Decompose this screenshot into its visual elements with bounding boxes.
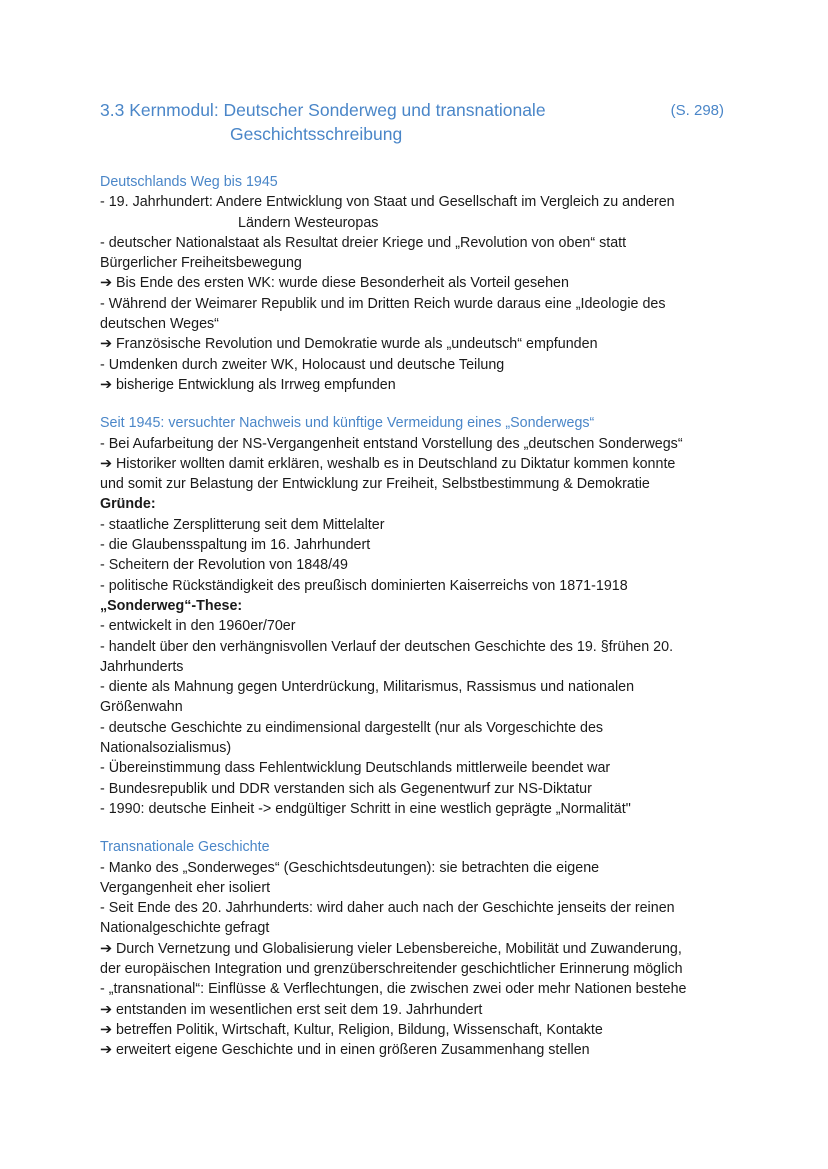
text-line: - Scheitern der Revolution von 1848/49 — [100, 557, 348, 574]
text-line: ➔ Bis Ende des ersten WK: wurde diese Besonderheit als Vorteil gesehen — [100, 275, 569, 292]
text-line: und somit zur Belastung der Entwicklung zur Freiheit, Selbstbestimmung & Demokratie — [100, 476, 650, 493]
section-heading: Deutschlands Weg bis 1945 — [100, 174, 278, 190]
page-reference: (S. 298) — [670, 102, 724, 119]
text-line: Vergangenheit eher isoliert — [100, 879, 271, 896]
text-line: - Seit Ende des 20. Jahrhunderts: wird daher auch nach der Geschichte jenseits der reinen — [100, 900, 675, 917]
section-heading: Transnationale Geschichte — [100, 839, 270, 856]
text-line: - Bundesrepublik und DDR verstanden sich als Gegenentwurf zur NS-Diktatur — [100, 780, 592, 797]
text-line: - Umdenken durch zweiter WK, Holocaust und deutsche Teilung — [100, 356, 505, 373]
text-line: - 1990: deutsche Einheit -> endgültiger Schritt in eine westlich geprägte „Normalität" — [100, 800, 631, 817]
subheading-sonderweg-these: „Sonderweg“-These: — [100, 597, 243, 614]
section-transnationale-geschichte — [100, 837, 740, 1060]
text-line: - die Glaubensspaltung im 16. Jahrhundert — [100, 537, 371, 554]
text-line: - Manko des „Sonderweges“ (Geschichtsdeutungen): sie betrachten die eigene — [100, 859, 600, 876]
text-line: Bürgerlicher Freiheitsbewegung — [100, 255, 302, 272]
text-line: Größenwahn — [100, 699, 183, 716]
page-title: 3.3 Kernmodul: Deutscher Sonderweg und transnationale — [100, 100, 546, 120]
text-line: Ländern Westeuropas — [238, 214, 379, 231]
subheading-gruende: Gründe: — [100, 496, 156, 513]
text-line: deutschen Weges“ — [100, 316, 219, 333]
text-line: - diente als Mahnung gegen Unterdrückung, Militarismus, Rassismus und nationalen — [100, 679, 635, 696]
text-line: - staatliche Zersplitterung seit dem Mittelalter — [100, 516, 385, 533]
text-line: - Bei Aufarbeitung der NS-Vergangenheit entstand Vorstellung des „deutschen Sonderwegs“ — [100, 435, 683, 452]
text-line: ➔ erweitert eigene Geschichte und in einen größeren Zusammenhang stellen — [100, 1042, 590, 1059]
text-line: - 19. Jahrhundert: Andere Entwicklung von Staat und Gesellschaft im Vergleich zu anderen — [100, 194, 675, 211]
text-line: Jahrhunderts — [100, 658, 184, 675]
text-line: ➔ bisherige Entwicklung als Irrweg empfunden — [100, 376, 396, 393]
text-line: Nationalgeschichte gefragt — [100, 920, 270, 937]
text-line: - Übereinstimmung dass Fehlentwicklung Deutschlands mittlerweile beendet war — [100, 760, 611, 777]
text-line: - „transnational“: Einflüsse & Verflechtungen, die zwischen zwei oder mehr Nationen bestehe — [100, 981, 687, 998]
text-line: ➔ Historiker wollten damit erklären, weshalb es in Deutschland zu Diktatur kommen konnte — [100, 455, 676, 472]
text-line: - politische Rückständigkeit des preußisch dominierten Kaiserreichs von 1871-1918 — [100, 577, 628, 594]
document-page — [100, 100, 740, 1060]
section-seit-1945 — [100, 413, 740, 819]
text-line: - deutsche Geschichte zu eindimensional dargestellt (nur als Vorgeschichte des — [100, 719, 604, 736]
text-line: ➔ entstanden im wesentlichen erst seit dem 19. Jahrhundert — [100, 1001, 483, 1018]
text-line: - handelt über den verhängnisvollen Verlauf der deutschen Geschichte des 19. §frühen 20. — [100, 638, 674, 655]
section-weg-bis-1945 — [100, 172, 740, 395]
text-line: - Während der Weimarer Republik und im Dritten Reich wurde daraus eine „Ideologie des — [100, 295, 666, 312]
text-line: - entwickelt in den 1960er/70er — [100, 618, 296, 635]
title-block — [100, 100, 740, 152]
text-line: - deutscher Nationalstaat als Resultat dreier Kriege und „Revolution von oben“ statt — [100, 234, 627, 251]
text-line: ➔ Durch Vernetzung und Globalisierung vieler Lebensbereiche, Mobilität und Zuwanderung, — [100, 940, 682, 957]
text-line: ➔ betreffen Politik, Wirtschaft, Kultur, Religion, Bildung, Wissenschaft, Kontakte — [100, 1021, 603, 1038]
text-line: ➔ Französische Revolution und Demokratie wurde als „undeutsch“ empfunden — [100, 336, 598, 353]
text-line: Nationalsozialismus) — [100, 740, 232, 757]
page-title-continued: Geschichtsschreibung — [230, 124, 403, 144]
text-line: der europäischen Integration und grenzüberschreitender geschichtlicher Erinnerung möglich — [100, 960, 683, 977]
section-heading: Seit 1945: versuchter Nachweis und künftige Vermeidung eines „Sonderwegs“ — [100, 415, 595, 432]
